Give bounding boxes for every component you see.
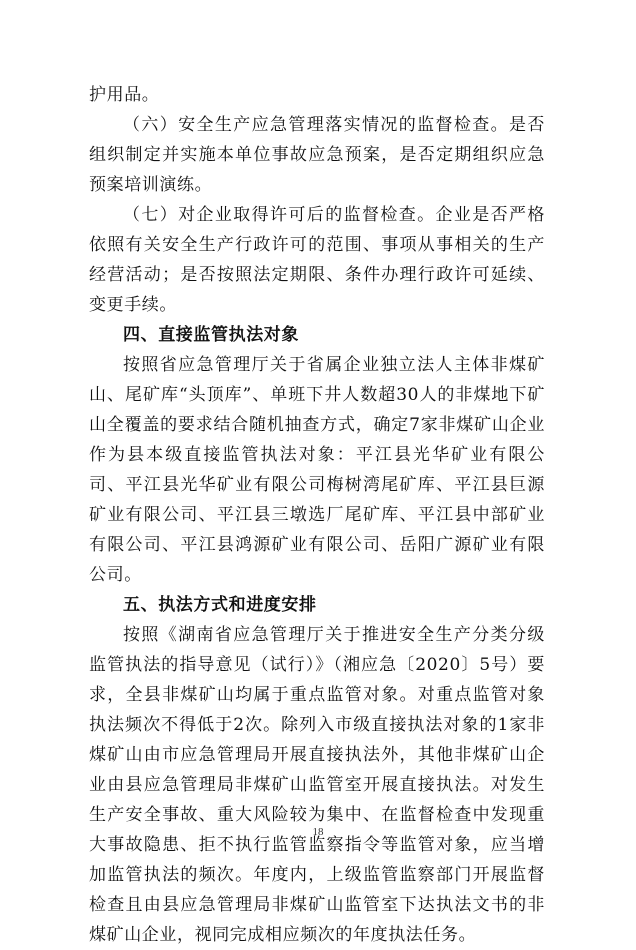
section-heading-4: 四、直接监管执法对象 (123, 325, 299, 345)
page-number: 18 (312, 826, 324, 838)
section-heading-5: 五、执法方式和进度安排 (123, 595, 317, 615)
paragraph-item-7: （七）对企业取得许可后的监督检查。企业是否严格依照有关安全生产行政许可的范围、事项从事相关的生产经营活动；是否按照法定期限、条件办理行政许可延续、变更手续。 (89, 205, 545, 315)
document-body (89, 80, 545, 950)
paragraph-enforcement-schedule: 按照《湖南省应急管理厅关于推进安全生产分类分级监管执法的指导意见（试行）》（湘应急〔2020〕5号）要求，全县非煤矿山均属于重点监管对象。对重点监管对象执法频次不得低于2次。除列入市级直接执法对象的1家非煤矿山由市应急管理局开展直接执法外，其他非煤矿山企业由县应急管理局非煤矿山监管室开展直接执法。对发生生产安全事故、重大风险较为集中、在监督检查中发现重大事故隐患、拒不执行监管监察指令等监管对象，应当增加监管执法的频次。年度内，上级监管监察部门开展监督检查且由县应急管理局非煤矿山监管室下达执法文书的非煤矿山企业，视同完成相应频次的年度执法任务。 (89, 625, 545, 945)
paragraph-item-6: （六）安全生产应急管理落实情况的监督检查。是否组织制定并实施本单位事故应急预案，是否定期组织应急预案培训演练。 (89, 115, 545, 195)
paragraph-enforcement-targets: 按照省应急管理厅关于省属企业独立法人主体非煤矿山、尾矿库“头顶库”、单班下井人数超30人的非煤地下矿山全覆盖的要求结合随机抽查方式，确定7家非煤矿山企业作为县本级直接监管执法对象：平江县光华矿业有限公司、平江县光华矿业有限公司梅树湾尾矿库、平江县巨源矿业有限公司、平江县三墩选厂尾矿库、平江县中部矿业有限公司、平江县鸿源矿业有限公司、岳阳广源矿业有限公司。 (89, 355, 545, 585)
paragraph-continuation: 护用品。 (89, 85, 160, 105)
